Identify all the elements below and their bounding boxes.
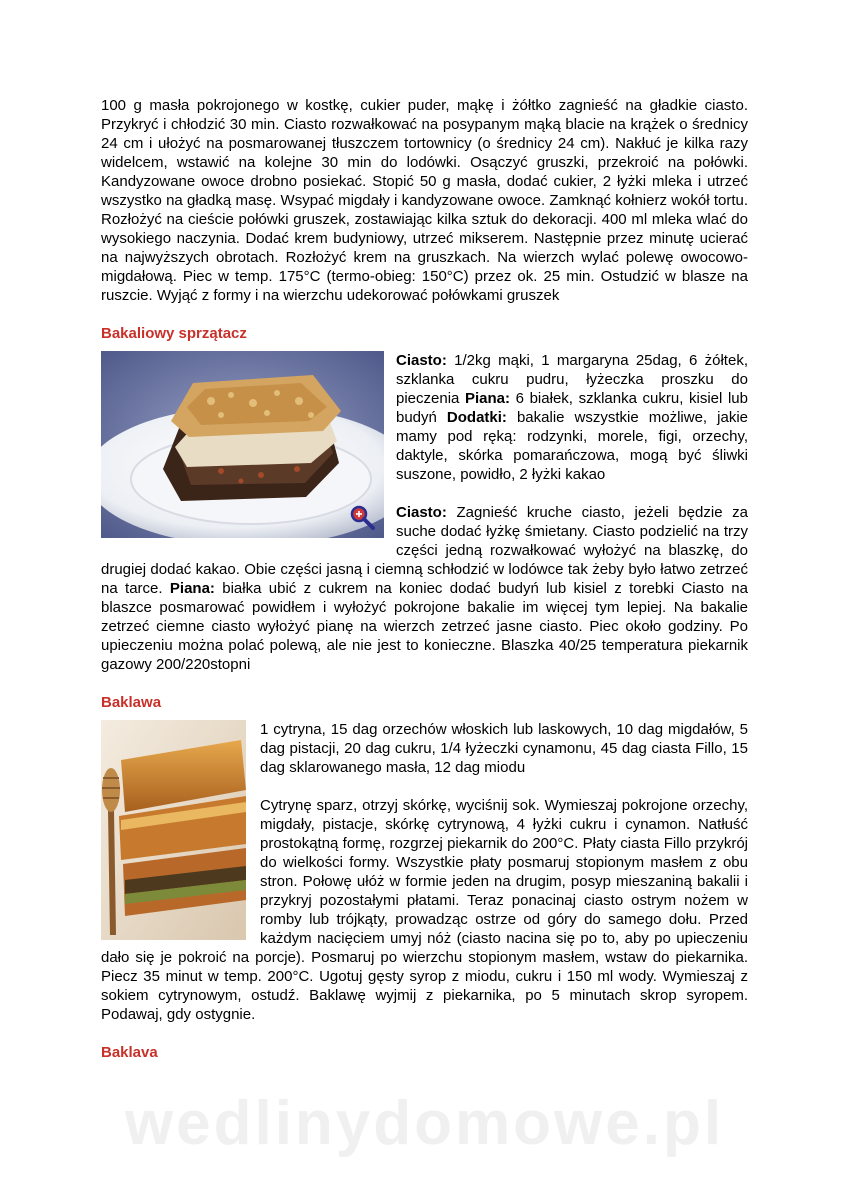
label-dodatki: Dodatki: [446,409,507,426]
label-ciasto: Ciasto: [396,352,447,369]
recipe-title: Baklava [101,1044,158,1061]
watermark: wedlinydomowe.pl [124,1089,725,1158]
recipe-page [101,96,748,1081]
ingredients-paragraph: 1 cytryna, 15 dag orzechów włoskich lub laskowych, 10 dag migdałów, 5 dag pistacji, 20 dag cukru, 1/4 łyżeczki cynamonu, 45 dag ciasta Fillo, 15 dag sklarowanego masła, 12 dag miodu [260,721,748,776]
intro-paragraph: 100 g masła pokrojonego w kostkę, cukier puder, mąkę i żółtko zagnieść na gładkie ciasto. Przykryć i chłodzić 30 min. Ciasto rozwałkować na posypanym mąką blacie na krążek o średnicy 24 cm i ułożyć na posmarowanej tłuszczem tortownicy (o średnicy 24 cm). Nakłuć je kilka razy widelcem, wstawić na kolejne 30 min do lodówki. Osączyć gruszki, przekroić na połówki. Kandyzowane owoce drobno posiekać. Stopić 50 g masła, dodać cukier, 2 łyżki mleka i utrzeć wszystko na gładką masę. Wsypać migdały i kandyzowane owoce. Zamknąć kołnierz wokół tortu. Rozłożyć na cieście połówki gruszek, zostawiając kilka sztuk do dekoracji. 400 ml mleka wlać do wysokiego naczynia. Dodać krem budyniowy, utrzeć mikserem. Następnie przez minutę ucierać na najwyższych obrotach. Rozłożyć krem na gruszkach. Na wierzch wylać polewę owocowo-migdałową. Piec w temp. 175°C (termo-obieg: 150°C) przez ok. 25 min. Ostudzić w blasze na ruszcie. Wyjąć z formy i na wierzchu udekorować połówkami gruszek [101,97,748,304]
recipe-baklava [101,1043,748,1062]
method-text-ciasto: Zagnieść kruche ciasto, jeżeli będzie za suche dodać łyżkę śmietany. Ciasto podzielić na trzy części jedną rozwałkować wyłożyć na blaszkę, do drugiej dodać kakao. Obie części jasną i ciemną schłodzić w lodówce tak żeby było łatwo zetrzeć na tarce. [101,504,748,597]
ingredients-ciasto: 1/2kg mąki, 1 margaryna 25dag, 6 żółtek, szklanka cukru pudru, łyżeczka proszku do pieczenia [396,352,748,407]
label-piana: Piana: [465,390,511,407]
cake-photo [101,351,384,538]
baklawa-photo [101,720,246,940]
recipe-bakaliowy [101,324,748,674]
label-ciasto-method: Ciasto: [396,504,447,521]
recipe-title: Baklawa [101,694,162,711]
label-piana-method: Piana: [169,580,215,597]
method-text-piana: białka ubić z cukrem na koniec dodać budyń lub kisiel z torebki Ciasto na blaszce posmarować powidłem i wyłożyć pokrojone bakalie im więcej tym lepiej. Na bakalie zetrzeć ciemne ciasto wyłożyć pianę na wierzch zetrzeć jasne ciasto. Piec około godziny. Po upieczeniu można polać polewą, ale nie jest to konieczne. Blaszka 40/25 temperatura piekarnik gazowy 200/220stopni [101,580,748,673]
method-paragraph: Cytrynę sparz, otrzyj skórkę, wyciśnij sok. Wymieszaj pokrojone orzechy, migdały, pistacje, skórkę cytrynową, 4 łyżki cukru i cynamon. Natłuść prostokątną formę, rozgrzej piekarnik do 200°C. Płaty ciasta Fillo przykrój do wielkości formy. Wszystkie płaty posmaruj stopionym masłem z obu stron. Połowę ułóż w formie jeden na drugim, posyp mieszaniną bakalii i przykryj pozostałymi płatami. Teraz ponacinaj ciasto ostrym nożem w romby lub trójkąty, prowadząc ostrze od góry do samego dołu. Przed każdym nacięciem umyj nóż (ciasto nacina się po to, aby po upieczeniu dało się je pokroić na porcje). Posmaruj po wierzchu stopionym masłem, wstaw do piekarnika. Piecz 35 minut w temp. 200°C. Ugotuj gęsty syrop z miodu, cukru i 150 ml wody. Wymieszaj z sokiem cytrynowym, ostudź. Baklawę wyjmij z piekarnika, po 5 minutach skrop syropem. Podawaj, gdy ostygnie. [101,797,748,1023]
ingredients-piana: 6 białek, szklanka cukru, kisiel lub budyń [396,390,748,426]
magnifier-zoom-icon[interactable] [348,504,376,530]
ingredients-dodatki: bakalie wszystkie możliwe, jakie mamy pod ręką: rodzynki, morele, figi, orzechy, daktyle, skórka pomarańczowa, mogą być śliwki suszone, powidło, 2 łyżki kakao [396,409,748,483]
recipe-title: Bakaliowy sprzątacz [101,325,247,342]
recipe-baklawa [101,693,748,1024]
